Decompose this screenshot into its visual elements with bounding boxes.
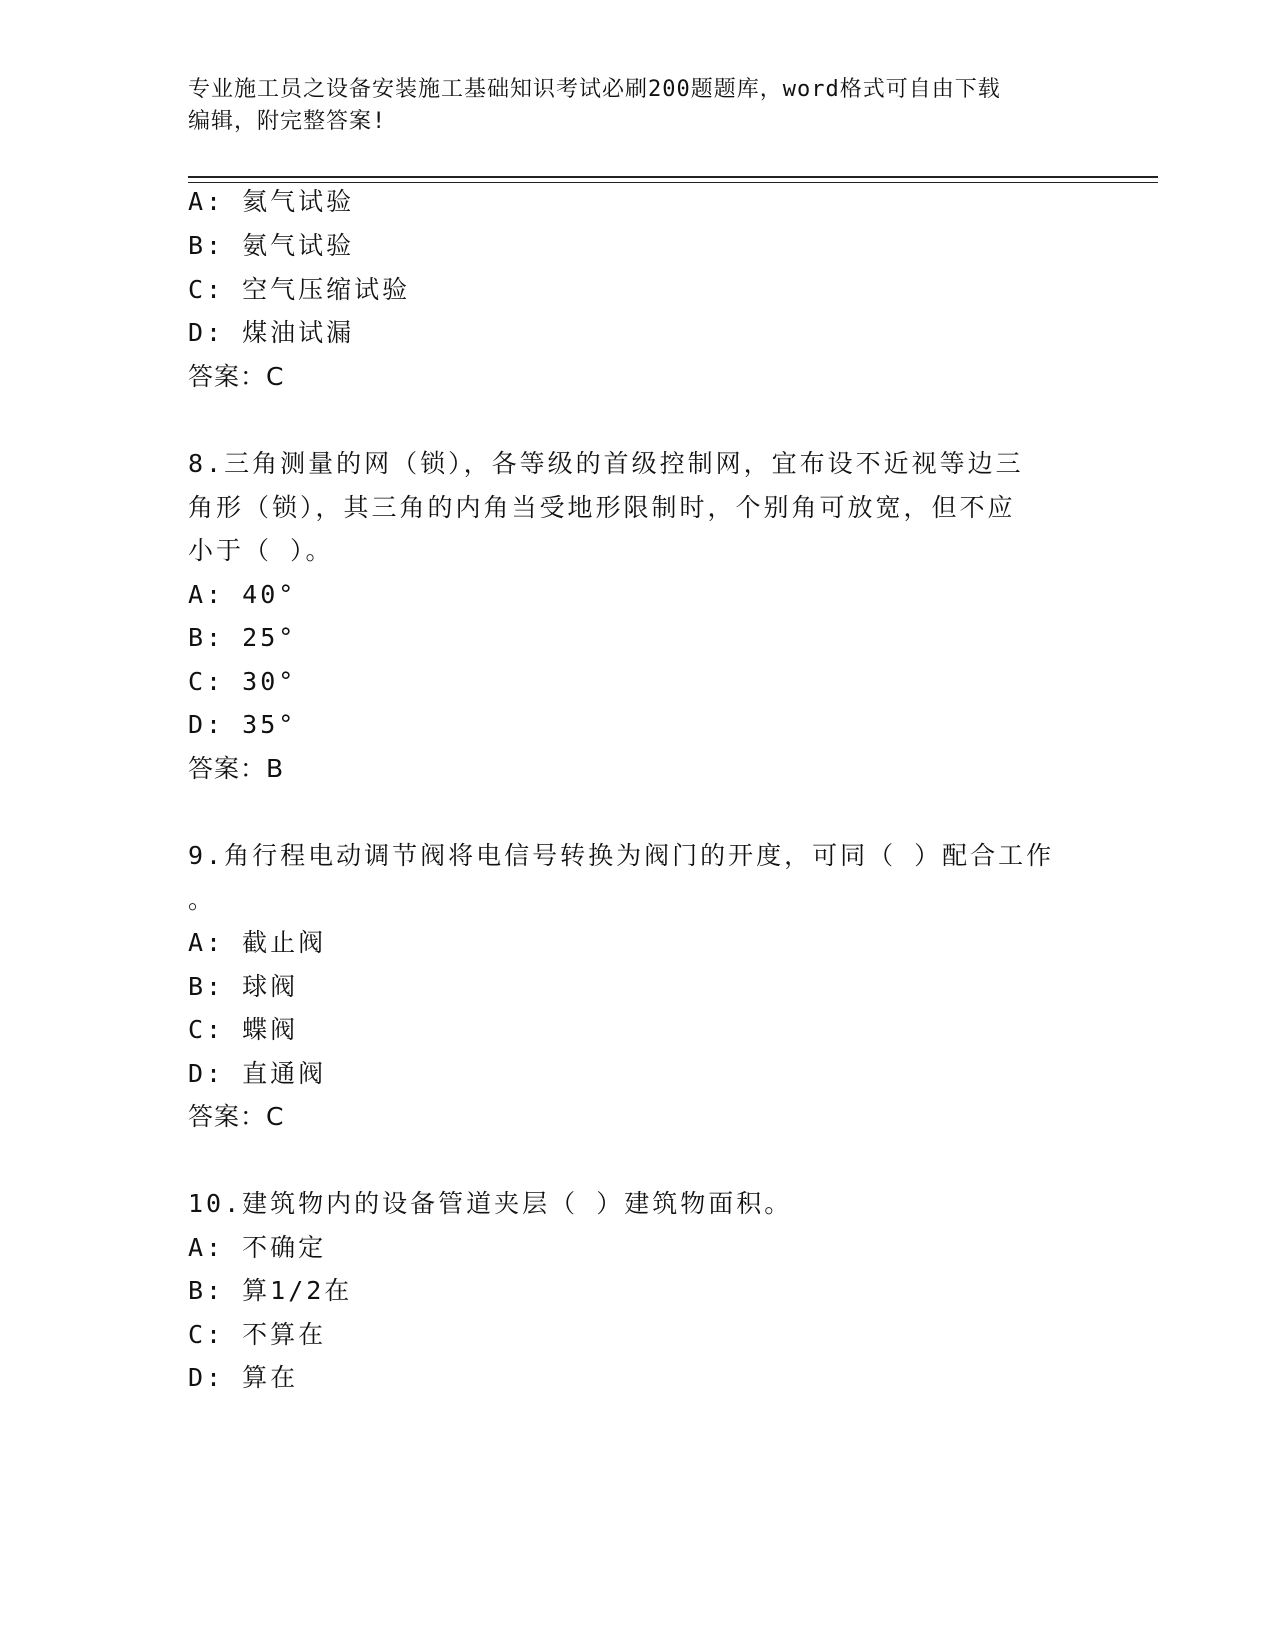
q8-option-a: A: 40° bbox=[188, 580, 297, 609]
q9-option-c: C: 蝶阀 bbox=[188, 1015, 299, 1044]
q9-option-d: D: 直通阀 bbox=[188, 1059, 327, 1088]
q9-stem-line-2: 。 bbox=[188, 885, 217, 914]
q8-option-c: C: 30° bbox=[188, 667, 297, 696]
q9-answer: 答案：C bbox=[188, 1102, 285, 1131]
q9-option-a: A: 截止阀 bbox=[188, 928, 327, 957]
q10-option-c: C: 不算在 bbox=[188, 1320, 327, 1349]
header-divider-thick bbox=[188, 176, 1158, 178]
q10-option-b: B: 算1/2在 bbox=[188, 1276, 353, 1305]
q8-option-b: B: 25° bbox=[188, 623, 297, 652]
q8-stem-line-1: 8.三角测量的网（锁），各等级的首级控制网，宜布设不近视等边三 bbox=[188, 449, 1024, 478]
q7-option-a: A: 氦气试验 bbox=[188, 187, 355, 216]
q8-answer: 答案：B bbox=[188, 754, 285, 783]
q7-option-b: B: 氨气试验 bbox=[188, 231, 355, 260]
header-divider-thin bbox=[188, 182, 1158, 183]
document-header bbox=[188, 74, 1088, 138]
q10-stem-line-1: 10.建筑物内的设备管道夹层（ ）建筑物面积。 bbox=[188, 1189, 793, 1218]
q8-stem-line-2: 角形（锁），其三角的内角当受地形限制时，个别角可放宽，但不应 bbox=[188, 493, 1016, 522]
q7-option-d: D: 煤油试漏 bbox=[188, 318, 355, 347]
q7-answer: 答案：C bbox=[188, 362, 285, 391]
q9-option-b: B: 球阀 bbox=[188, 972, 299, 1001]
header-line-2: 编辑，附完整答案! bbox=[188, 109, 387, 134]
q8-stem-line-3: 小于（ ）。 bbox=[188, 536, 334, 565]
q10-option-d: D: 算在 bbox=[188, 1363, 299, 1392]
q7-option-c: C: 空气压缩试验 bbox=[188, 275, 411, 304]
q9-stem-line-1: 9.角行程电动调节阀将电信号转换为阀门的开度，可同（ ）配合工作 bbox=[188, 841, 1055, 870]
header-line-1: 专业施工员之设备安装施工基础知识考试必刷200题题库，word格式可自由下载 bbox=[188, 77, 1001, 102]
q10-option-a: A: 不确定 bbox=[188, 1233, 327, 1262]
q8-option-d: D: 35° bbox=[188, 710, 297, 739]
